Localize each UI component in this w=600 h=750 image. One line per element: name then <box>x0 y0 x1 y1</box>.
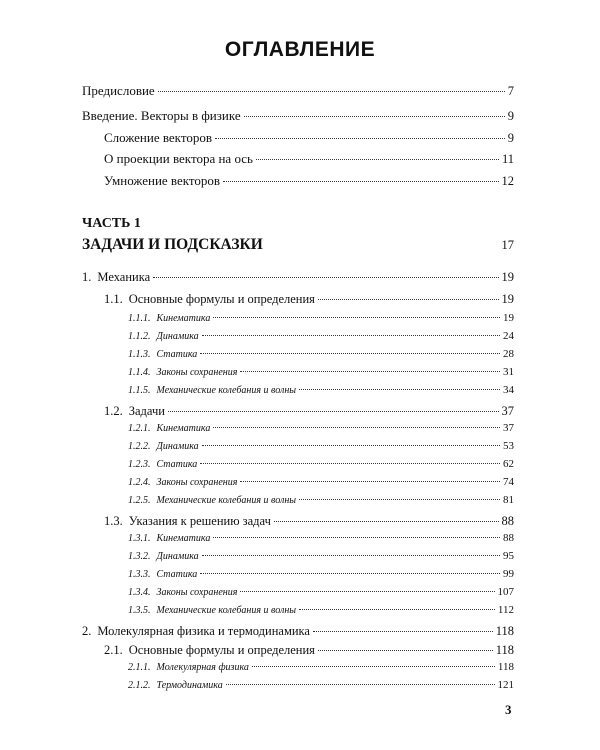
toc-entry-title: Сложение векторов <box>104 130 212 145</box>
toc-entry[interactable] <box>128 366 514 378</box>
toc-entry-page: 37 <box>501 404 514 418</box>
toc-entry-page: 95 <box>503 550 514 562</box>
toc-entry-number: 1.3.4. <box>128 587 151 598</box>
part-heading[interactable] <box>82 236 514 254</box>
toc-entry-page: 121 <box>497 679 514 691</box>
dot-leader <box>153 277 498 278</box>
toc-entry-page: 34 <box>503 384 514 396</box>
toc-entry-number: 1. <box>82 270 92 284</box>
toc-entry[interactable] <box>128 422 514 434</box>
toc-entry-page: 19 <box>501 270 514 284</box>
toc-entry-title: Кинематика <box>156 313 211 324</box>
toc-entry[interactable] <box>82 108 514 124</box>
toc-entry[interactable] <box>128 312 514 324</box>
dot-leader <box>158 91 505 92</box>
toc-entry-title: Умножение векторов <box>104 173 221 188</box>
toc-entry-title: Механические колебания и волны <box>156 605 297 616</box>
dot-leader <box>252 666 495 667</box>
dot-leader <box>223 181 498 182</box>
toc-entry-number: 1.2. <box>104 404 123 418</box>
toc-entry-number: 1.2.2. <box>128 441 151 452</box>
toc-entry-page: 24 <box>503 330 514 342</box>
part-page: 17 <box>501 238 514 252</box>
dot-leader <box>200 353 500 354</box>
toc-entry[interactable] <box>128 661 514 673</box>
toc-entry-page: 74 <box>503 476 514 488</box>
toc-entry[interactable] <box>82 83 514 99</box>
toc-entry-title: Статика <box>156 569 198 580</box>
toc-entry-number: 1.2.5. <box>128 495 151 506</box>
toc-entry-number: 1.2.1. <box>128 423 151 434</box>
toc-entry-number: 1.3.1. <box>128 533 151 544</box>
toc-entry-page: 19 <box>501 292 514 306</box>
toc-entry-number: 2. <box>82 624 92 638</box>
toc-entry[interactable] <box>82 270 514 285</box>
dot-leader <box>215 138 505 139</box>
toc-entry-title: О проекции вектора на ось <box>104 151 253 166</box>
dot-leader <box>240 371 500 372</box>
toc-entry[interactable] <box>104 151 514 167</box>
dot-leader <box>240 591 494 592</box>
toc-entry-number: 1.3.3. <box>128 569 151 580</box>
toc-entry-number: 1.1.4. <box>128 367 151 378</box>
toc-entry-title: Основные формулы и определения <box>128 643 315 657</box>
toc-entry-page: 37 <box>503 422 514 434</box>
toc-entry-page: 118 <box>495 643 514 657</box>
toc-entry[interactable] <box>82 624 514 639</box>
toc-entry-page: 118 <box>495 624 514 638</box>
dot-leader <box>213 317 500 318</box>
toc-entry-page: 31 <box>503 366 514 378</box>
toc-entry[interactable] <box>128 330 514 342</box>
dot-leader <box>168 411 499 412</box>
dot-leader <box>299 499 500 500</box>
toc-entry-page: 19 <box>503 312 514 324</box>
dot-leader <box>274 521 499 522</box>
dot-leader <box>318 650 493 651</box>
toc-entry[interactable] <box>128 494 514 506</box>
toc-entry[interactable] <box>128 384 514 396</box>
dot-leader <box>244 116 505 117</box>
dot-leader <box>200 573 500 574</box>
toc-entry-page: 118 <box>497 661 514 673</box>
toc-entry-number: 1.3. <box>104 514 123 528</box>
dot-leader <box>299 389 500 390</box>
toc-entry-page: 12 <box>501 174 514 188</box>
toc-entry-number: 2.1.2. <box>128 680 151 691</box>
toc-entry-number: 1.1. <box>104 292 123 306</box>
toc-entry-title: Молекулярная физика и термодинамика <box>97 624 310 638</box>
dot-leader <box>200 463 500 464</box>
dot-leader <box>202 555 500 556</box>
toc-entry[interactable] <box>128 348 514 360</box>
toc-entry-number: 2.1. <box>104 643 123 657</box>
toc-entry-title: Механика <box>97 270 151 284</box>
toc-entry-page: 7 <box>507 84 514 98</box>
toc-entry-title: Динамика <box>156 441 199 452</box>
toc-entry[interactable] <box>104 514 514 529</box>
toc-entry-page: 62 <box>503 458 514 470</box>
toc-entry-title: Механические колебания и волны <box>156 495 297 506</box>
toc-entry[interactable] <box>128 458 514 470</box>
toc-entry-page: 28 <box>503 348 514 360</box>
toc-entry-number: 1.1.5. <box>128 385 151 396</box>
toc-entry-title: Динамика <box>156 551 199 562</box>
toc-entry[interactable] <box>104 173 514 189</box>
toc-entry-title: Задачи <box>128 404 165 418</box>
dot-leader <box>202 335 500 336</box>
toc-entry[interactable] <box>104 643 514 658</box>
toc-entry-number: 1.1.2. <box>128 331 151 342</box>
toc-entry-title: Статика <box>156 349 198 360</box>
toc-entry-title: Кинематика <box>156 533 211 544</box>
toc-entry-page: 107 <box>497 586 514 598</box>
toc-entry-number: 1.2.3. <box>128 459 151 470</box>
dot-leader <box>213 537 500 538</box>
toc-entry-number: 1.3.2. <box>128 551 151 562</box>
toc-entry-number: 1.1.1. <box>128 313 151 324</box>
toc-entry-page: 88 <box>501 514 514 528</box>
dot-leader <box>313 631 493 632</box>
toc-entry-title: Основные формулы и определения <box>128 292 315 306</box>
toc-entry-page: 112 <box>497 604 514 616</box>
toc-entry[interactable] <box>128 679 514 691</box>
page-title: ОГЛАВЛЕНИЕ <box>224 38 376 61</box>
toc-entry-title: Законы сохранения <box>156 367 238 378</box>
toc-entry-page: 11 <box>501 152 514 166</box>
toc-entry[interactable] <box>128 586 514 598</box>
dot-leader <box>299 609 495 610</box>
toc-entry-number: 1.3.5. <box>128 605 151 616</box>
toc-entry-number: 2.1.1. <box>128 662 151 673</box>
toc-entry-title: Законы сохранения <box>156 587 238 598</box>
toc-entry-page: 9 <box>507 131 514 145</box>
page-number: 3 <box>505 702 512 717</box>
toc-entry-page: 81 <box>503 494 514 506</box>
dot-leader <box>256 159 499 160</box>
toc-entry-number: 1.2.4. <box>128 477 151 488</box>
toc-entry[interactable] <box>128 532 514 544</box>
dot-leader <box>318 299 499 300</box>
toc-entry[interactable] <box>128 440 514 452</box>
part-label: ЧАСТЬ 1 <box>82 216 141 231</box>
toc-entry-title: Введение. Векторы в физике <box>82 108 241 123</box>
toc-entry[interactable] <box>128 568 514 580</box>
toc-entry[interactable] <box>128 550 514 562</box>
toc-entry-title: Термодинамика <box>156 680 223 691</box>
toc-entry-title: Статика <box>156 459 198 470</box>
toc-entry[interactable] <box>104 404 514 419</box>
toc-entry-title: Указания к решению задач <box>128 514 271 528</box>
toc-entry-title: Динамика <box>156 331 199 342</box>
dot-leader <box>202 445 500 446</box>
toc-entry-page: 99 <box>503 568 514 580</box>
dot-leader <box>240 481 500 482</box>
toc-entry-page: 53 <box>503 440 514 452</box>
toc-entry-title: Предисловие <box>82 83 155 98</box>
dot-leader <box>213 427 500 428</box>
toc-entry-number: 1.1.3. <box>128 349 151 360</box>
toc-entry-page: 9 <box>507 109 514 123</box>
toc-entry-title: Молекулярная физика <box>156 662 249 673</box>
toc-entry-page: 88 <box>503 532 514 544</box>
dot-leader <box>226 684 495 685</box>
toc-entry[interactable] <box>128 476 514 488</box>
toc-entry-title: Кинематика <box>156 423 211 434</box>
toc-entry[interactable] <box>128 604 514 616</box>
toc-entry-title: Механические колебания и волны <box>156 385 297 396</box>
part-title: ЗАДАЧИ И ПОДСКАЗКИ <box>82 236 263 253</box>
toc-entry[interactable] <box>104 130 514 146</box>
toc-entry-title: Законы сохранения <box>156 477 238 488</box>
toc-entry[interactable] <box>104 292 514 307</box>
